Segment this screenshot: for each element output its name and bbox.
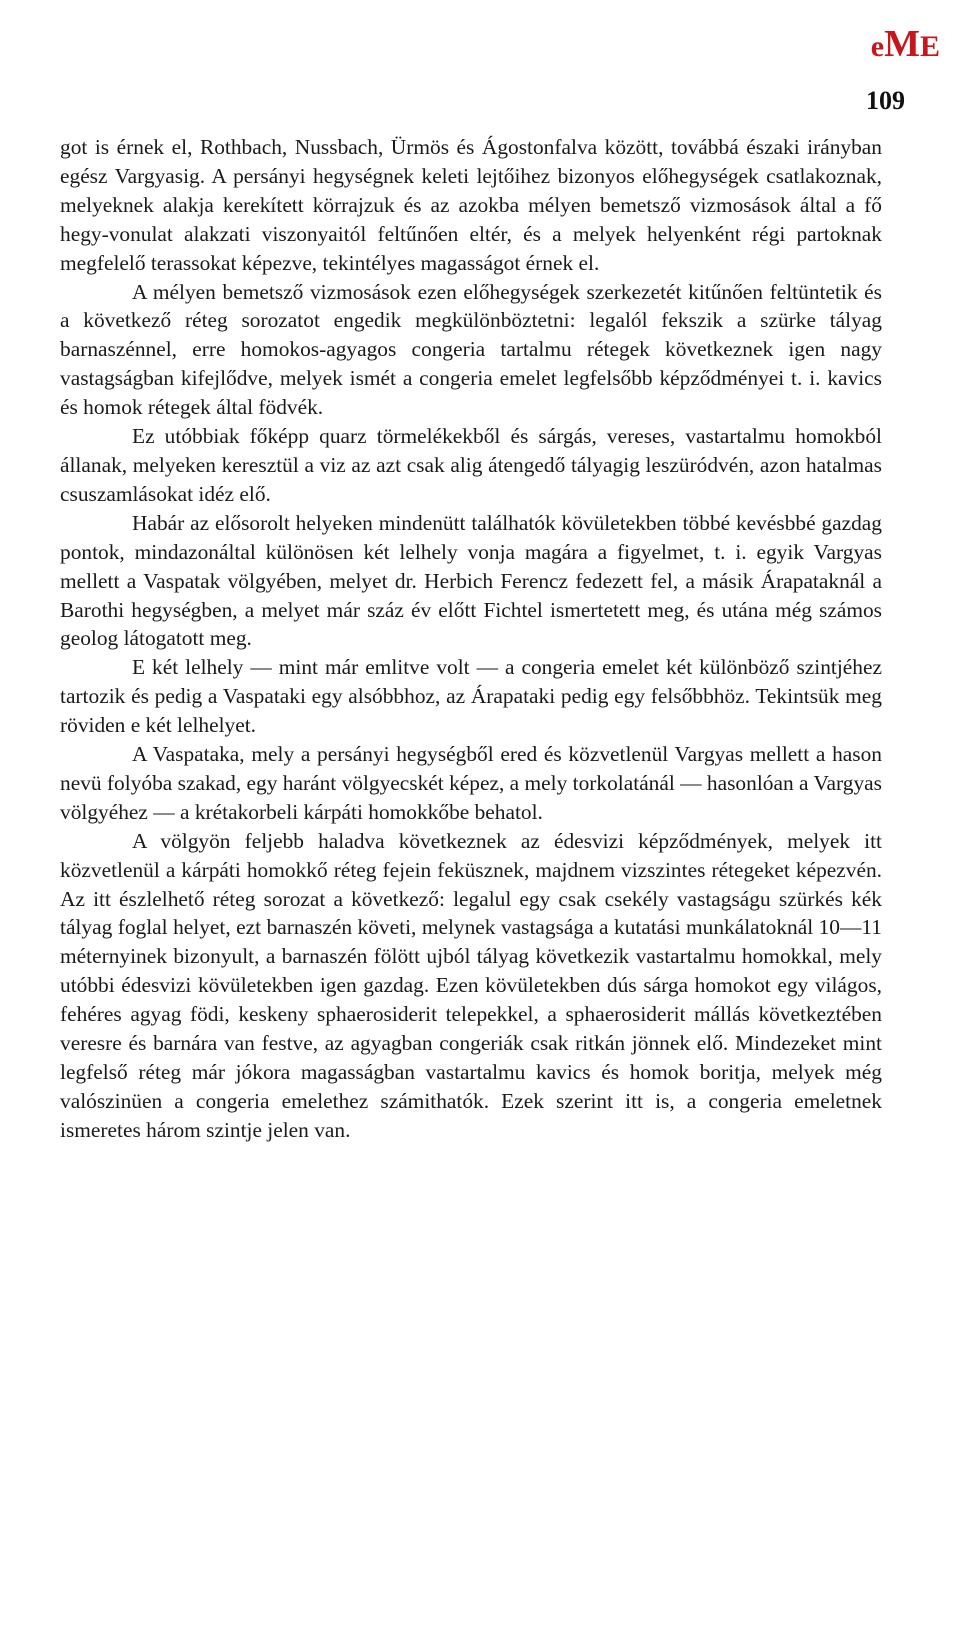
paragraph: got is érnek el, Rothbach, Nussbach, Ürmös és Ágostonfalva között, továbbá északi irányban egész Vargyasig. A persányi hegységnek keleti lejtőihez bizonyos előhegységek csatlakoznak, melyeknek alakja kerekített körrajzuk és az azokba mélyen bemetsző vizmosások által a fő hegy-vonulat alakzati viszonyaitól feltűnően eltér, és a melyek helyenként régi partoknak megfelelő terassokat képezve, tekintélyes magasságot érnek el. [60,135,882,275]
paragraph: Habár az elősorolt helyeken mindenütt találhatók kövületekben többé kevésbbé gazdag pontok, mindazonáltal különösen két lelhely vonja magára a figyelmet, t. i. egyik Vargyas mellett a Vaspatak völgyében, melyet dr. Herbich Ferencz fedezett fel, a másik Árapataknál a Barothi hegységben, a melyet már száz év előtt Fichtel ismertetett meg, és utána még számos geolog látogatott meg. [60,510,882,651]
paragraph: Ez utóbbiak főképp quarz törmelékekből és sárgás, vereses, vastartalmu homokból állanak, melyeken keresztül a viz az azt csak alig átengedő tályagig leszüródvén, azon hatalmas csuszamlásokat idéz elő. [60,424,882,506]
paragraph: A Vaspataka, mely a persányi hegységből ered és közvetlenül Vargyas mellett a hason nevü folyóba szakad, egy haránt völgyecskét képez, a mely torkolatánál — hasonlóan a Vargyas völgyéhez — a krétakorbeli kárpáti homokkőbe behatol. [60,742,882,824]
page-number: 109 [866,86,905,115]
paragraph: A mélyen bemetsző vizmosások ezen előhegységek szerkezetét kitűnően feltüntetik és a következő réteg sorozatot engedik megkülönböztetni: legalól fekszik a szürke tályag barnaszénnel, erre homokos-agyagos congeria tartalmu rétegek következnek igen nagy vastagságban kifejlődve, melyek ismét a congeria emelet legfelsőbb képződményei t. i. kavics és homok rétegek által födvék. [60,279,882,420]
body-text [60,133,882,1145]
paragraph: A völgyön feljebb haladva következnek az édesvizi képződmények, melyek itt közvetlenül a kárpáti homokkő réteg fejein feküsznek, majdnem vizszintes rétegeket képezvén. Az itt észlelhető réteg sorozat a következő: legalul egy csak csekély vastagságu szürkés kék tályag foglal helyet, ezt barnaszén követi, melynek vastagsága a kutatási munkálatoknál 10—11 méternyinek bizonyult, a barnaszén fölött ujból tályag következik vastartalmu homokkal, mely utóbbi édesvizi kövületekben igen gazdag. Ezen kövületekben dús sárga homokot egy világos, fehéres agyag födi, keskeny sphaerosiderit telepekkel, a sphaerosiderit mállás következtében veresre és barnára van festve, az agyagban congeriák csak ritkán jönnek elő. Mindezeket mint legfelső réteg már jókora magasságban vastartalmu kavics és homok boritja, melyek még valószinüen a congeria emelethez számithatók. Ezek szerint itt is, a congeria emeletnek ismeretes három szintje jelen van. [60,828,882,1142]
eme-logo: eME [870,23,940,65]
paragraph: E két lelhely — mint már emlitve volt — a congeria emelet két különböző szintjéhez tartozik és pedig a Vaspataki egy alsóbbhoz, az Árapataki pedig egy felsőbbhöz. Tekintsük meg röviden e két lelhelyet. [60,655,882,738]
